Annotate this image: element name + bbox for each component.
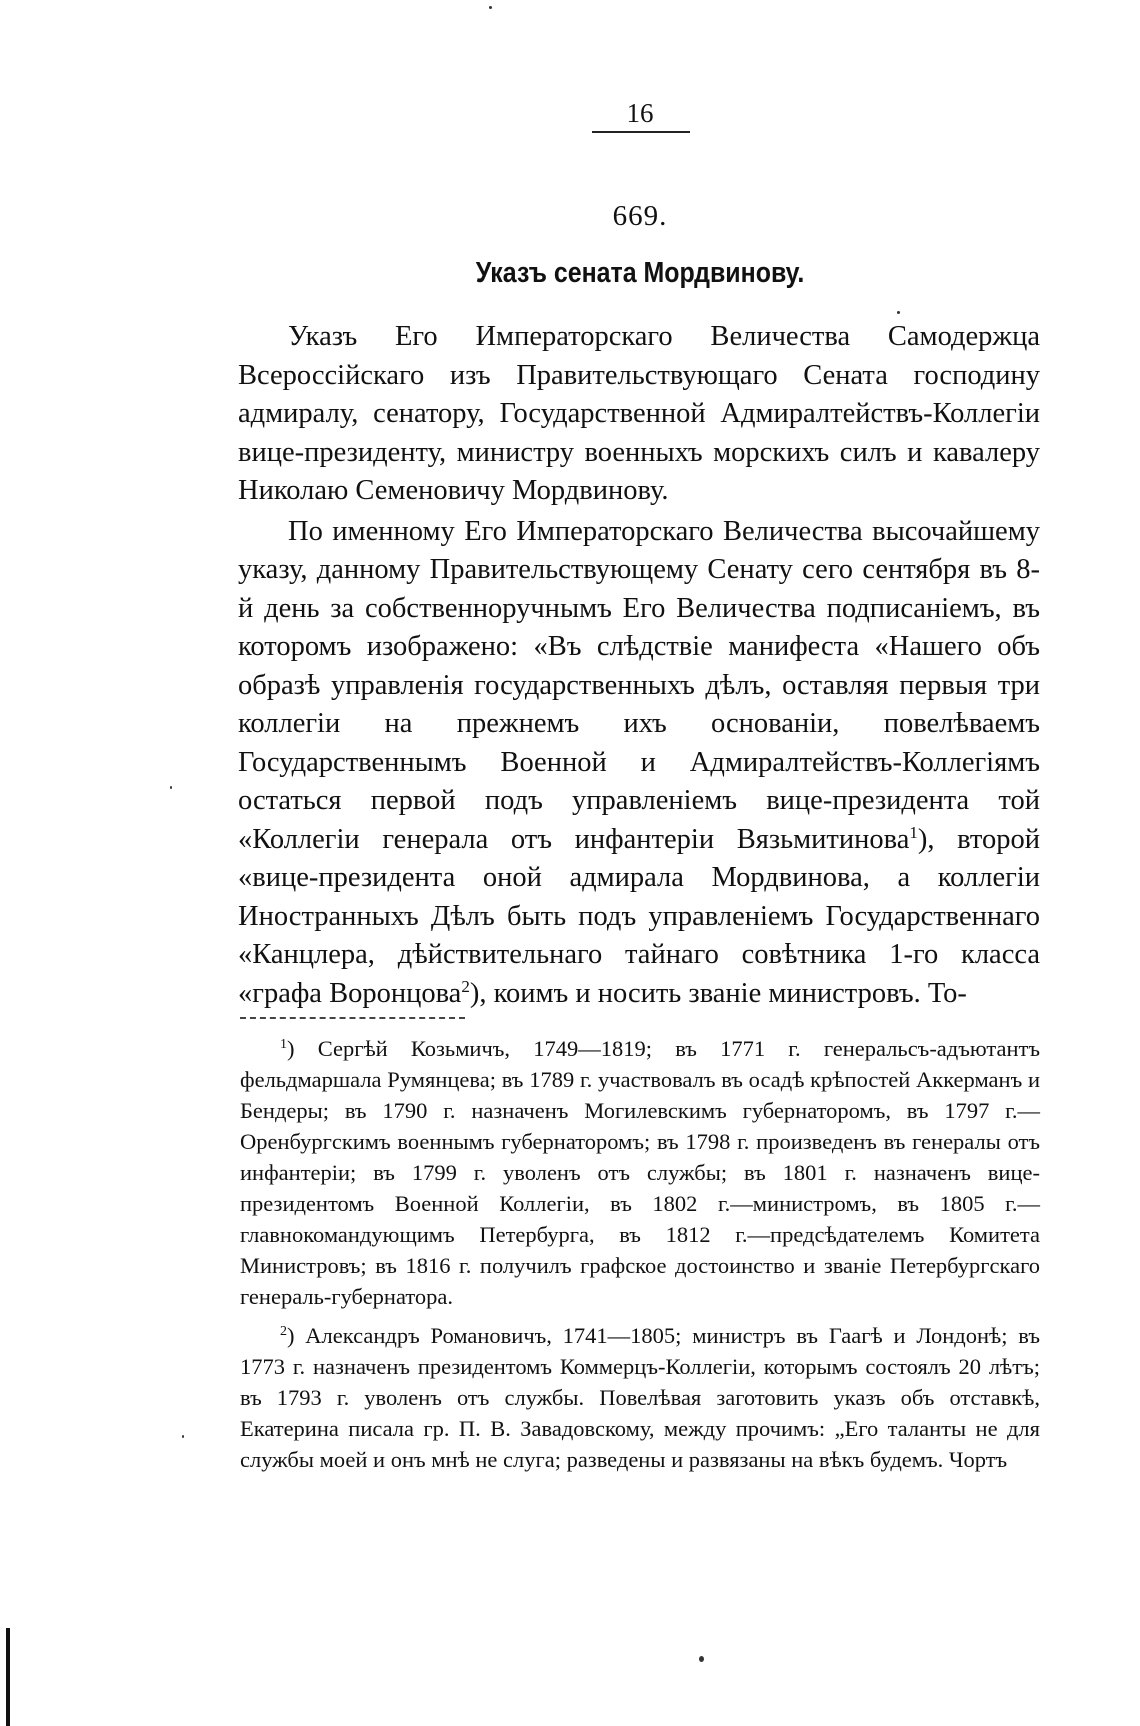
- footnote-divider: [240, 1017, 465, 1019]
- print-speck: [489, 6, 492, 9]
- paragraph-2-part-a: По именному Его Императорскаго Величества высочайшему указу, данному Правительствующему Сенату сего сентября въ 8-й день за собственноручнымъ Его Величества подписаніемъ, въ которомъ изображено: «Въ слѣдствіе манифеста «Нашего объ образѣ управленія государственныхъ дѣлъ, оставляя первыя три коллегіи на прежнемъ ихъ основаніи, повелѣваемъ Государственнымъ Военной и Адмиралтействъ-Коллегіямъ остаться первой подъ управленіемъ вице-президента той «Коллегіи генерала отъ инфантеріи Вязьмитинова: [238, 515, 1040, 855]
- print-speck: [699, 1656, 704, 1662]
- print-speck: [897, 311, 900, 314]
- footnote-1: [240, 1033, 1040, 1312]
- footnote-2-text: ) Александръ Романовичъ, 1741—1805; министръ въ Гаагѣ и Лондонѣ; въ 1773 г. назначенъ президентомъ Коммерцъ-Коллегіи, которымъ состоялъ 20 лѣтъ; въ 1793 г. уволенъ отъ службы. Повелѣвая заготовить указъ объ отставкѣ, Екатерина писала гр. П. В. Завадовскому, между прочимъ: „Его таланты не для службы моей и онъ мнѣ не слуга; разведены и развязаны на вѣкъ будемъ. Чортъ: [240, 1323, 1040, 1472]
- paragraph-2-part-b: ), второй «вице-президента оной адмирала Мордвинова, а коллегіи Иностранныхъ Дѣлъ быть подъ управленіемъ Государственнаго «Канцлера, дѣйствительнаго тайнаго совѣтника 1-го класса «графа Воронцова: [238, 823, 1040, 1009]
- paragraph-2: [238, 513, 1040, 1014]
- page-number-rule: [592, 131, 690, 133]
- footnote-1-mark: 1: [280, 1037, 287, 1052]
- paragraph-2-part-c: ), коимъ и носить званіе министровъ. То-: [469, 977, 967, 1009]
- body-text: [238, 318, 1040, 1013]
- footnote-2-mark: 2: [280, 1324, 287, 1339]
- scan-edge-mark: [6, 1628, 10, 1726]
- footnote-2: [240, 1320, 1040, 1475]
- print-speck: [170, 786, 172, 789]
- footnote-1-text: ) Сергѣй Козьмичъ, 1749—1819; въ 1771 г. генеральсъ-адъютантъ фельдмаршала Румянцева; въ 1789 г. участвовалъ въ осадѣ крѣпостей Аккерманъ и Бендеры; въ 1790 г. назначенъ Могилевскимъ губернаторомъ, въ 1797 г.—Оренбургскимъ военнымъ губернаторомъ; въ 1798 г. произведенъ въ генералы отъ инфантеріи; въ 1799 г. уволенъ отъ службы; въ 1801 г. назначенъ вице-президентомъ Военной Коллегіи, въ 1802 г.—министромъ, въ 1805 г.—главнокомандующимъ Петербурга, въ 1812 г.—предсѣдателемъ Комитета Министровъ; въ 1816 г. получилъ графское достоинство и званіе Петербургскаго генераль-губернатора.: [240, 1036, 1040, 1309]
- footnote-ref-2: 2: [461, 976, 470, 996]
- print-speck: [182, 1435, 184, 1438]
- document-number: 669.: [612, 200, 668, 232]
- paragraph-1: Указъ Его Императорскаго Величества Самодержца Всероссійскаго изъ Правительствующаго Сената господину адмиралу, сенатору, Государственной Адмиралтействъ-Коллегіи вице-президенту, министру военныхъ морскихъ силъ и кавалеру Николаю Семеновичу Мордвинову.: [238, 321, 1040, 506]
- document-title: Указъ сената Мордвинову.: [475, 257, 805, 289]
- footnotes: [240, 1033, 1040, 1475]
- footnote-ref-1: 1: [909, 822, 918, 842]
- page-number: 16: [626, 98, 654, 128]
